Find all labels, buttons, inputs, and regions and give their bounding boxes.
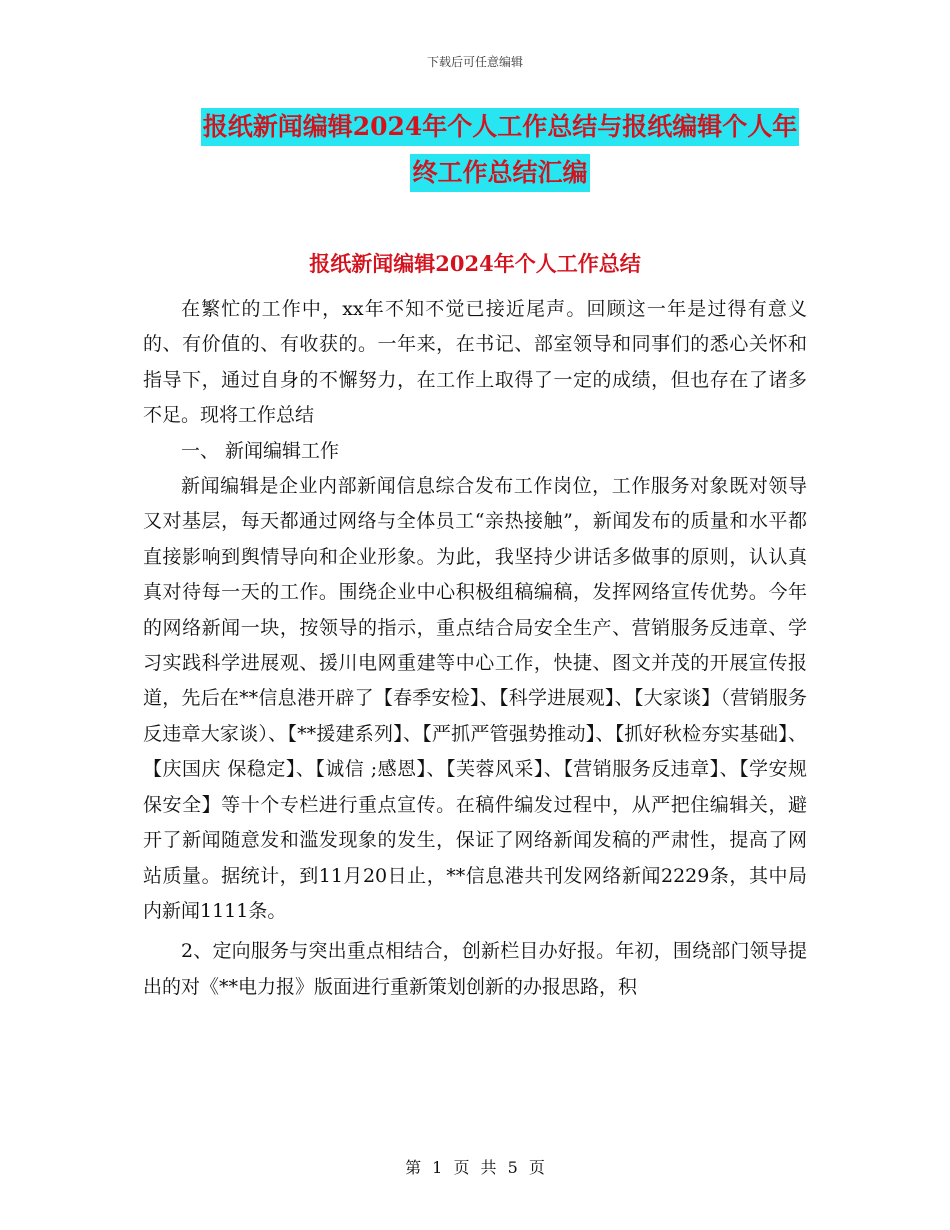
paragraph-intro: 在繁忙的工作中，xx年不知不觉已接近尾声。回顾这一年是过得有意义的、有价值的、有收获的。一年来，在书记、部室领导和同事们的悉心关怀和指导下，通过自身的不懈努力，在工作上取得了一定的成绩，但也存在了诸多不足。现将工作总结 [143,298,807,427]
header-note: 下载后可任意编辑 [426,55,523,69]
paragraph-news-editing: 新闻编辑是企业内部新闻信息综合发布工作岗位，工作服务对象既对领导又对基层，每天都通过网络与全体员工“亲热接触”，新闻发布的质量和水平都直接影响到舆情导向和企业形象。为此，我坚持少讲话多做事的原则，认认真真对待每一天的工作。围绕企业中心积极组稿编稿，发挥网络宣传优势。今年的网络新闻一块，按领导的指示，重点结合局安全生产、营销服务反违章、学习实践科学进展观、援川电网重建等中心工作，快捷、图文并茂的开展宣传报道，先后在**信息港开辟了【春季安检】、【科学进展观】、【大家谈】（营销服务反违章大家谈）、【**援建系列】、【严抓严管强势推动】、【抓好秋检夯实基础】、【庆国庆 保稳定】、【诚信 ;感恩】、【芙蓉风采】、【营销服务反违章】、【学安规保安全】等十个专栏进行重点宣传。在稿件编发过程中，从严把住编辑关，避开了新闻随意发和滥发现象的发生，保证了网络新闻发稿的严肃性，提高了网站质量。据统计，到11月20日止，**信息港共刊发网络新闻2229条，其中局内新闻1111条。 [143,475,807,922]
paragraph-item-2: 2、定向服务与突出重点相结合，创新栏目办好报。年初，围绕部门领导提出的对《**电力报》版面进行重新策划创新的办报思路，积 [143,940,807,998]
page-footer: 第 1 页 共 5 页 [405,1158,545,1177]
body-text [143,292,807,1005]
section-heading-1: 一、 新闻编辑工作 [181,439,340,462]
section-title: 报纸新闻编辑2024年个人工作总结 [309,251,641,276]
title-line-1: 报纸新闻编辑2024年个人工作总结与报纸编辑个人年 [201,108,800,146]
document-title [140,108,860,200]
title-line-2: 终工作总结汇编 [410,154,589,192]
